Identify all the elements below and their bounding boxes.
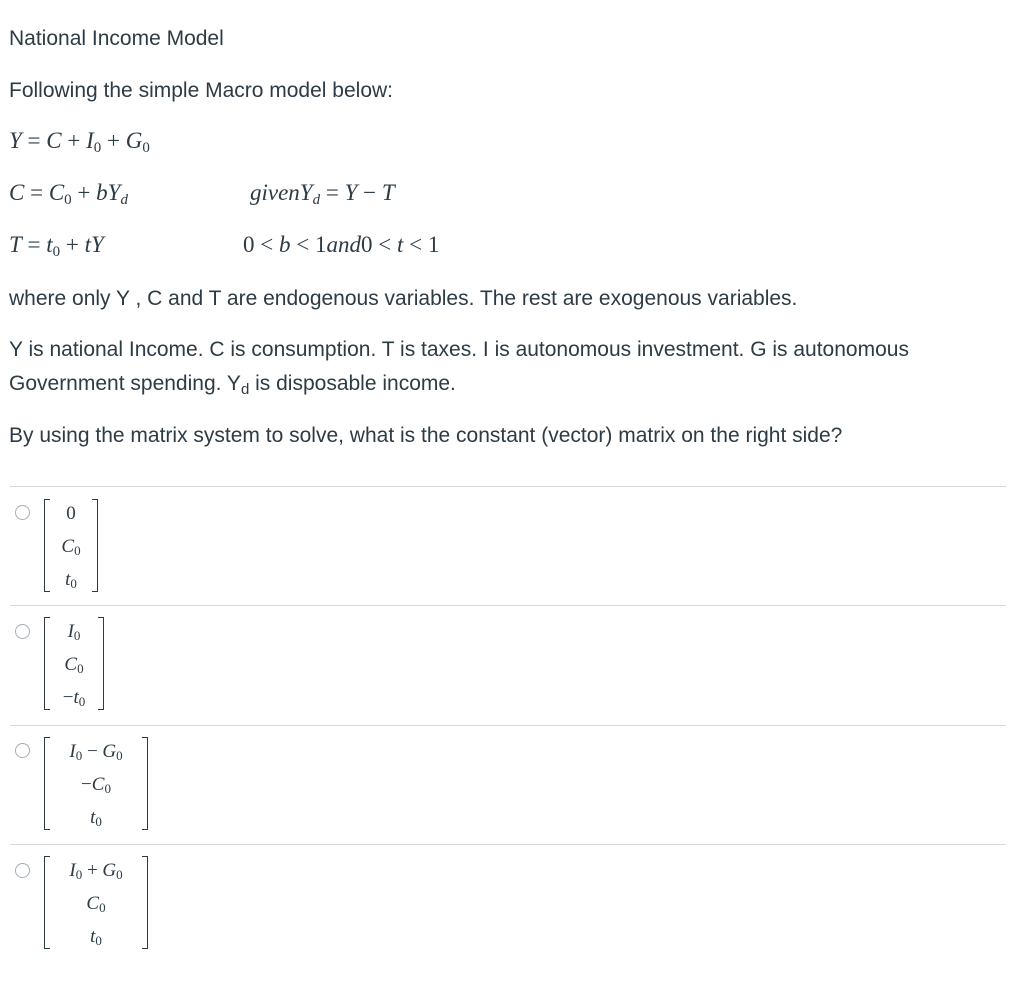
equation-2: $C = C_0 + bY_d$ — [9, 180, 128, 208]
answer-matrix-4 — [44, 856, 148, 949]
matrix-cell: $I_0 + G_0$ — [69, 860, 123, 882]
equation-2-condition: givenY$_d$ = Y − T — [250, 180, 395, 208]
divider — [10, 844, 1006, 845]
matrix-cell: $C_0$ — [64, 654, 84, 676]
equation-1: $Y = C + I_0 + G_0$ — [9, 128, 150, 156]
radio-button-option-3[interactable] — [15, 743, 30, 758]
answer-matrix-3 — [44, 737, 148, 830]
radio-button-option-2[interactable] — [15, 624, 30, 639]
matrix-cell: $I_0$ — [67, 621, 81, 643]
matrix-cell: $t_0$ — [90, 807, 102, 829]
matrix-cell: $-C_0$ — [81, 774, 111, 796]
description-endogenous: where only Y , C and T are endogenous variables. The rest are exogenous variables. — [9, 287, 798, 310]
equation-3-condition: 0 < b < 1and0 < t < 1 — [243, 232, 440, 257]
question-intro: Following the simple Macro model below: — [9, 79, 393, 102]
matrix-cell: $C_0$ — [61, 536, 81, 558]
matrix-cell: $t_0$ — [90, 926, 102, 948]
matrix-cell: $t_0$ — [65, 569, 77, 591]
question-title: National Income Model — [9, 27, 224, 50]
divider — [10, 605, 1006, 606]
description-variables-line1: Y is national Income. C is consumption. T is taxes. I is autonomous investment. G is autonomous — [9, 338, 909, 361]
matrix-cell: $-t_0$ — [62, 687, 86, 709]
answer-matrix-1 — [44, 499, 98, 592]
divider — [10, 725, 1006, 726]
description-variables-line2: Government spending. $Y_d$ is disposable income. — [9, 372, 456, 398]
radio-button-option-1[interactable] — [15, 505, 30, 520]
answer-matrix-2 — [44, 617, 104, 710]
matrix-cell: $I_0 - G_0$ — [69, 741, 123, 763]
divider — [10, 486, 1006, 487]
radio-button-option-4[interactable] — [15, 863, 30, 878]
matrix-cell: 0 — [66, 503, 76, 524]
question-prompt: By using the matrix system to solve, what is the constant (vector) matrix on the right side? — [9, 424, 843, 447]
matrix-cell: $C_0$ — [86, 893, 106, 915]
equation-3: $T = t_0$ + tY — [9, 232, 104, 260]
